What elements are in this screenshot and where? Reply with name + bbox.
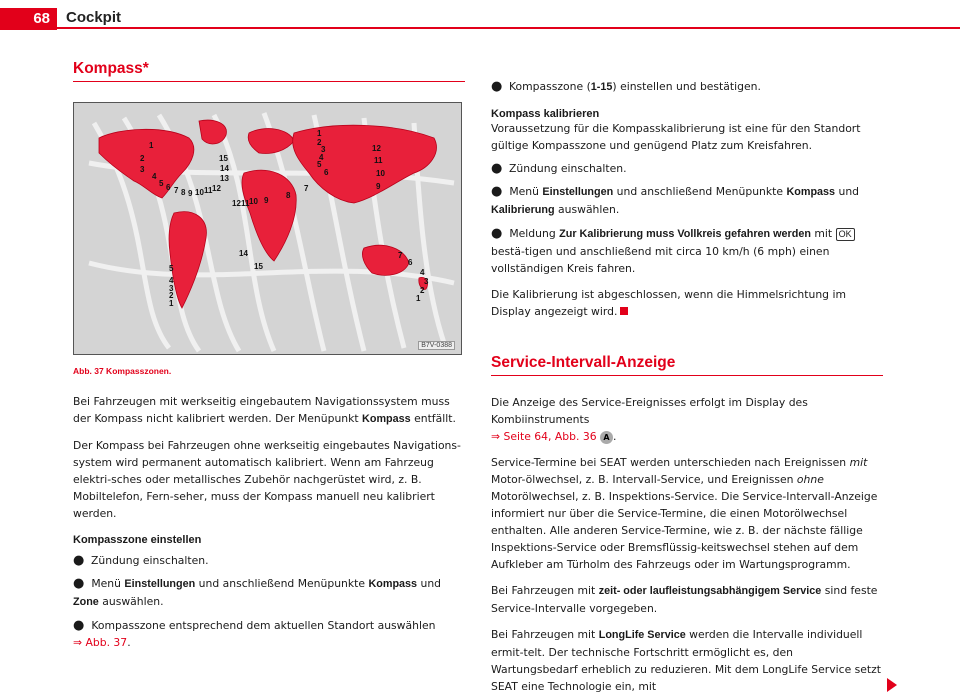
svg-text:10: 10: [249, 197, 258, 206]
paragraph-fixed-service: Bei Fahrzeugen mit zeit- oder laufleistungsabhängigem Service sind feste Service-Intervalle vorgegeben.: [491, 584, 878, 615]
svg-text:7: 7: [174, 186, 179, 195]
paragraph-calibration-done: Die Kalibrierung ist abgeschlossen, wenn die Himmelsrichtung im Display angezeigt wird.: [491, 288, 846, 318]
svg-text:15: 15: [219, 154, 228, 163]
svg-text:10: 10: [195, 188, 204, 197]
page-number: 68: [0, 8, 57, 30]
list-item: ● Kompasszone (1-15) einstellen und bestätigen.: [491, 79, 761, 94]
svg-text:5: 5: [317, 160, 322, 169]
svg-text:1: 1: [169, 299, 174, 308]
svg-text:6: 6: [324, 168, 329, 177]
paragraph-longlife: Bei Fahrzeugen mit LongLife Service werden die Intervalle individuell ermit-telt. Der technische Fortschritt ermöglicht es, den Wartungsbedarf erheblich zu reduzieren. Mit dem LongLife Service setzt SEAT eine Technologie ein, mit: [491, 626, 883, 695]
svg-text:3: 3: [424, 277, 429, 286]
callout-circle: A: [600, 431, 613, 444]
svg-text:9: 9: [376, 182, 381, 191]
svg-text:5: 5: [159, 179, 164, 188]
svg-text:2: 2: [169, 291, 174, 300]
svg-text:9: 9: [188, 189, 193, 198]
svg-text:4: 4: [169, 276, 174, 285]
compass-zone-map: [73, 102, 462, 355]
paragraph-service-display: Die Anzeige des Service-Ereignisses erfolgt im Display des Kombiinstruments ⇒ Seite 64, Abb. 36 A .: [491, 396, 808, 443]
subhead-calibrate: Kompass kalibrieren: [491, 108, 600, 120]
svg-text:11: 11: [204, 186, 213, 195]
list-item: ● Zündung einschalten.: [73, 553, 209, 568]
left-column: [73, 60, 465, 651]
svg-text:1: 1: [317, 129, 322, 138]
list-item: ● Kompasszone entsprechend dem aktuellen Standort auswählen ⇒ Abb. 37.: [73, 618, 436, 649]
svg-text:11: 11: [241, 199, 250, 208]
svg-text:5: 5: [169, 264, 174, 273]
paragraph-navi: Bei Fahrzeugen mit werkseitig eingebautem Navigationssystem muss der Kompass nicht kalibriert werden. Der Menüpunkt Kompass entfällt.: [73, 395, 456, 425]
svg-text:4: 4: [319, 153, 324, 162]
chapter-title: Cockpit: [66, 9, 122, 26]
list-item: ● Meldung Zur Kalibrierung muss Vollkreis gefahren werden mit OK bestä-tigen und anschließend mit circa 10 km/h (6 mph) einen vollständigen Kreis fahren.: [491, 225, 883, 277]
svg-text:11: 11: [374, 156, 383, 165]
paragraph-calibration: Der Kompass bei Fahrzeugen ohne werkseitig eingebautes Navigations-system wird permanent automatisch kalibriert. Wenn am Fahrzeug elektri-sches oder metallisches Zubehör nachgerüstet wird, z. B. Mobiltelefon, Fern-seher, muss der Kompass manuell neu kalibriert werden.: [73, 439, 461, 520]
svg-text:14: 14: [220, 164, 229, 173]
svg-text:7: 7: [304, 184, 309, 193]
svg-text:4: 4: [420, 268, 425, 277]
svg-text:8: 8: [181, 188, 186, 197]
svg-text:15: 15: [254, 262, 263, 271]
right-column: [491, 78, 883, 695]
list-item: ● Menü Einstellungen und anschließend Menüpunkte Kompass und Zone auswählen.: [73, 576, 442, 608]
page-header: [0, 0, 960, 30]
svg-text:6: 6: [408, 258, 413, 267]
world-map-illustration: [74, 103, 461, 354]
list-item: ● Zündung einschalten.: [491, 161, 627, 176]
svg-text:12: 12: [212, 184, 221, 193]
svg-text:1: 1: [416, 294, 421, 303]
svg-text:9: 9: [264, 196, 269, 205]
svg-text:10: 10: [376, 169, 385, 178]
continue-arrow-icon: [887, 678, 897, 692]
figure-link[interactable]: ⇒ Abb. 37: [73, 636, 128, 649]
svg-text:3: 3: [169, 284, 174, 293]
svg-text:14: 14: [239, 249, 248, 258]
svg-text:2: 2: [420, 286, 425, 295]
svg-text:8: 8: [286, 191, 291, 200]
paragraph-prerequisite: Voraussetzung für die Kompasskalibrierung ist eine für den Standort gültige Kompasszone und genügend Platz zum Kreisfahren.: [491, 122, 861, 152]
paragraph-service-types: Service-Termine bei SEAT werden unterschieden nach Ereignissen mit Motor-ölwechsel, z. B. Intervall-Service, und Ereignissen ohne Motorölwechsel, z. B. Inspektions-Service. Die Service-Intervall-Anzeige informiert nur über die Service-Termine, die einen Motorölwechsel enthalten. Alle anderen Service-Termine, wie z. B. der nächste fällige Inspektions-Service oder Bremsflüssig-keitswechsel stehen auf dem Aufkleber am Türholm des Fahrzeugs oder im Wartungsprogramm.: [491, 456, 878, 571]
list-item: ● Menü Einstellungen und anschließend Menüpunkte Kompass und Kalibrierung auswählen.: [491, 184, 860, 216]
svg-text:7: 7: [398, 251, 403, 260]
subhead-zone-set: Kompasszone einstellen: [73, 534, 202, 546]
svg-text:1: 1: [149, 141, 154, 150]
svg-text:2: 2: [317, 138, 322, 147]
svg-text:3: 3: [140, 165, 145, 174]
ok-key: OK: [836, 228, 855, 241]
section-title-service: Service-Intervall-Anzeige: [491, 354, 883, 376]
page-link[interactable]: ⇒ Seite 64, Abb. 36: [491, 430, 597, 443]
svg-text:12: 12: [372, 144, 381, 153]
svg-text:13: 13: [220, 174, 229, 183]
svg-text:4: 4: [152, 172, 157, 181]
header-rule: [57, 27, 960, 29]
section-title-kompass: Kompass*: [73, 60, 465, 82]
svg-text:6: 6: [166, 183, 171, 192]
svg-text:2: 2: [140, 154, 145, 163]
svg-text:12: 12: [232, 199, 241, 208]
figure-code: B7V-0388: [418, 341, 455, 350]
figure-caption: Abb. 37 Kompasszonen.: [73, 366, 172, 376]
svg-text:3: 3: [321, 145, 326, 154]
section-end-mark: [620, 307, 628, 315]
